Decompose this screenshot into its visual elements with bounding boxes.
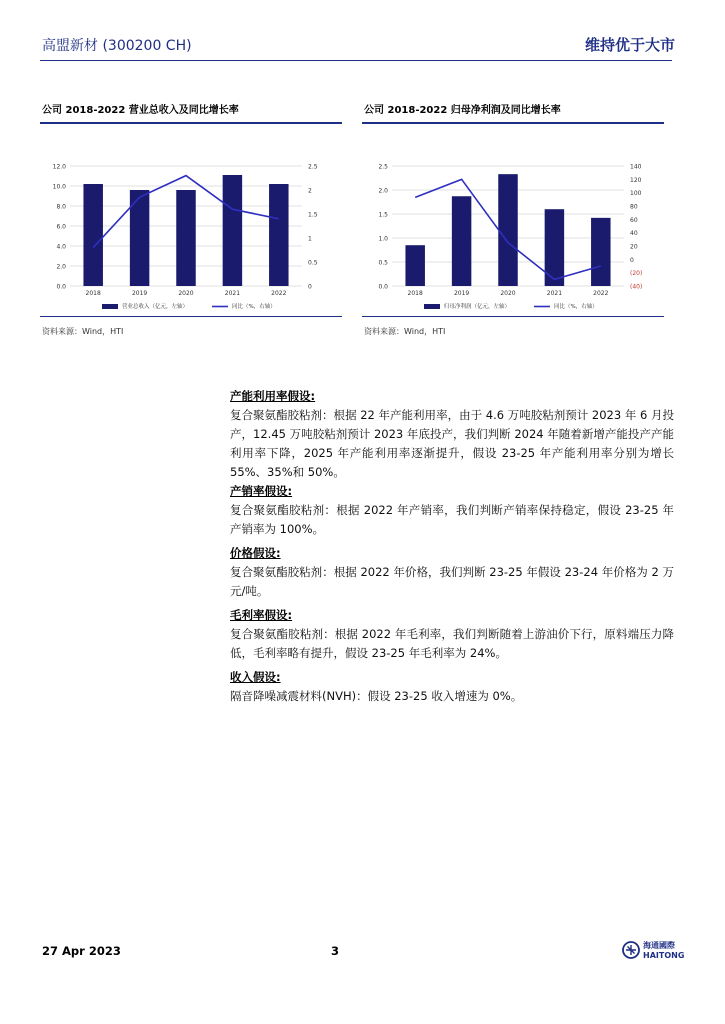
section-body: 隔音降噪减震材料(NVH)：假设 23-25 收入增速为 0%。 xyxy=(230,689,523,703)
y2-tick-label: (40) xyxy=(630,283,643,291)
price-section xyxy=(230,545,674,601)
logo-text-en: HAITONG xyxy=(643,951,685,960)
bar xyxy=(405,245,424,286)
haitong-logo-icon xyxy=(622,941,640,959)
y-tick-label: 2.0 xyxy=(378,187,388,195)
chart-divider xyxy=(40,316,342,317)
haitong-logo-text xyxy=(643,941,684,961)
section-body: 复合聚氨酯胶粘剂：根据 2022 年产销率，我们判断产销率保持稳定，假设 23-25 年产销率为 100%。 xyxy=(230,503,674,536)
bar xyxy=(176,190,195,286)
page-number: 3 xyxy=(331,944,340,958)
legend-line-label: 同比（%，右轴） xyxy=(554,304,598,310)
y2-tick-label: 60 xyxy=(630,216,638,224)
bar xyxy=(83,184,102,286)
y-tick-label: 10.0 xyxy=(52,183,66,191)
y2-tick-label: (20) xyxy=(630,270,643,278)
y2-tick-label: 100 xyxy=(630,190,642,198)
sales-rate-section xyxy=(230,483,674,539)
legend-bar-swatch xyxy=(424,304,440,309)
bar xyxy=(591,218,610,286)
bar xyxy=(223,175,242,286)
y-tick-label: 2.0 xyxy=(56,263,66,271)
bar xyxy=(269,184,288,286)
net-profit-chart xyxy=(362,124,664,316)
y2-tick-label: 2.5 xyxy=(308,163,318,171)
chart-divider xyxy=(362,316,664,317)
revenue-chart-title: 公司 2018-2022 营业总收入及同比增长率 xyxy=(40,98,342,124)
capacity-utilization-section xyxy=(230,388,674,482)
revenue-section xyxy=(230,669,674,706)
y2-tick-label: 120 xyxy=(630,176,642,184)
section-heading: 毛利率假设: xyxy=(230,608,293,622)
bar xyxy=(452,196,471,286)
x-tick-label: 2021 xyxy=(224,290,241,297)
section-heading: 收入假设: xyxy=(230,670,281,684)
y2-tick-label: 40 xyxy=(630,230,638,238)
report-title: 高盟新材 (300200 CH) xyxy=(42,38,192,54)
x-tick-label: 2020 xyxy=(500,290,516,297)
y-tick-label: 8.0 xyxy=(56,203,66,211)
y2-tick-label: 1 xyxy=(308,235,312,243)
x-tick-label: 2018 xyxy=(407,290,423,297)
section-body: 复合聚氨酯胶粘剂：根据 2022 年价格，我们判断 23-25 年假设 23-24 年价格为 2 万元/吨。 xyxy=(230,565,674,598)
y2-tick-label: 80 xyxy=(630,203,638,211)
section-body: 复合聚氨酯胶粘剂：根据 2022 年毛利率，我们判断随着上游油价下行，原料端压力降低，毛利率略有提升，假设 23-25 年毛利率为 24%。 xyxy=(230,627,674,660)
revenue-chart xyxy=(40,124,342,316)
net-profit-chart-source: 资料来源：Wind，HTI xyxy=(364,327,446,336)
rating-label: 维持优于大市 xyxy=(584,36,675,54)
x-tick-label: 2020 xyxy=(178,290,194,297)
x-tick-label: 2021 xyxy=(546,290,563,297)
y-tick-label: 2.5 xyxy=(378,163,388,171)
legend-line-label: 同比（%，右轴） xyxy=(232,304,276,310)
section-heading: 价格假设: xyxy=(230,546,281,560)
y2-tick-label: 140 xyxy=(630,163,642,171)
header-divider xyxy=(40,60,672,61)
y2-tick-label: 0.5 xyxy=(308,259,318,267)
legend-bar-swatch xyxy=(102,304,118,309)
y-tick-label: 4.0 xyxy=(56,243,66,251)
y-tick-label: 0.5 xyxy=(378,259,388,267)
y-tick-label: 0.0 xyxy=(56,283,66,291)
y2-tick-label: 0 xyxy=(308,283,312,291)
haitong-logo xyxy=(622,939,685,963)
logo-text-cn: 海通國際 xyxy=(643,941,675,950)
x-tick-label: 2022 xyxy=(271,290,287,297)
y2-tick-label: 0 xyxy=(630,256,634,264)
legend-bar-label: 归母净利润（亿元，左轴） xyxy=(444,304,511,310)
x-tick-label: 2018 xyxy=(85,290,101,297)
revenue-chart-panel xyxy=(40,98,342,337)
x-tick-label: 2019 xyxy=(453,290,470,297)
revenue-chart-source: 资料来源：Wind，HTI xyxy=(42,327,124,336)
section-body: 复合聚氨酯胶粘剂：根据 22 年产能利用率，由于 4.6 万吨胶粘剂预计 2023 年 6 月投产，12.45 万吨胶粘剂预计 2023 年底投产，我们判断 2024 年随着新增产能投产产能利用率下降，2025 年产能利用率逐渐提升，假设 23-25 年产能利用率分别为增长 55%、35%和 50%。 xyxy=(230,408,674,479)
y2-tick-label: 1.5 xyxy=(308,211,318,219)
y-tick-label: 12.0 xyxy=(52,163,66,171)
x-tick-label: 2019 xyxy=(131,290,148,297)
x-tick-label: 2022 xyxy=(593,290,609,297)
y2-tick-label: 2 xyxy=(308,187,312,195)
bar xyxy=(498,174,517,286)
section-heading: 产销率假设: xyxy=(230,484,293,498)
y-tick-label: 6.0 xyxy=(56,223,66,231)
y-tick-label: 1.0 xyxy=(378,235,388,243)
net-profit-chart-panel xyxy=(362,98,664,337)
y2-tick-label: 20 xyxy=(630,243,638,251)
report-date: 27 Apr 2023 xyxy=(42,944,121,958)
y-tick-label: 0.0 xyxy=(378,283,388,291)
net-profit-chart-title: 公司 2018-2022 归母净利润及同比增长率 xyxy=(362,98,664,124)
section-heading: 产能利用率假设: xyxy=(230,389,316,403)
gross-margin-section xyxy=(230,607,674,663)
legend-bar-label: 营业总收入（亿元，左轴） xyxy=(122,304,189,310)
y-tick-label: 1.5 xyxy=(378,211,388,219)
